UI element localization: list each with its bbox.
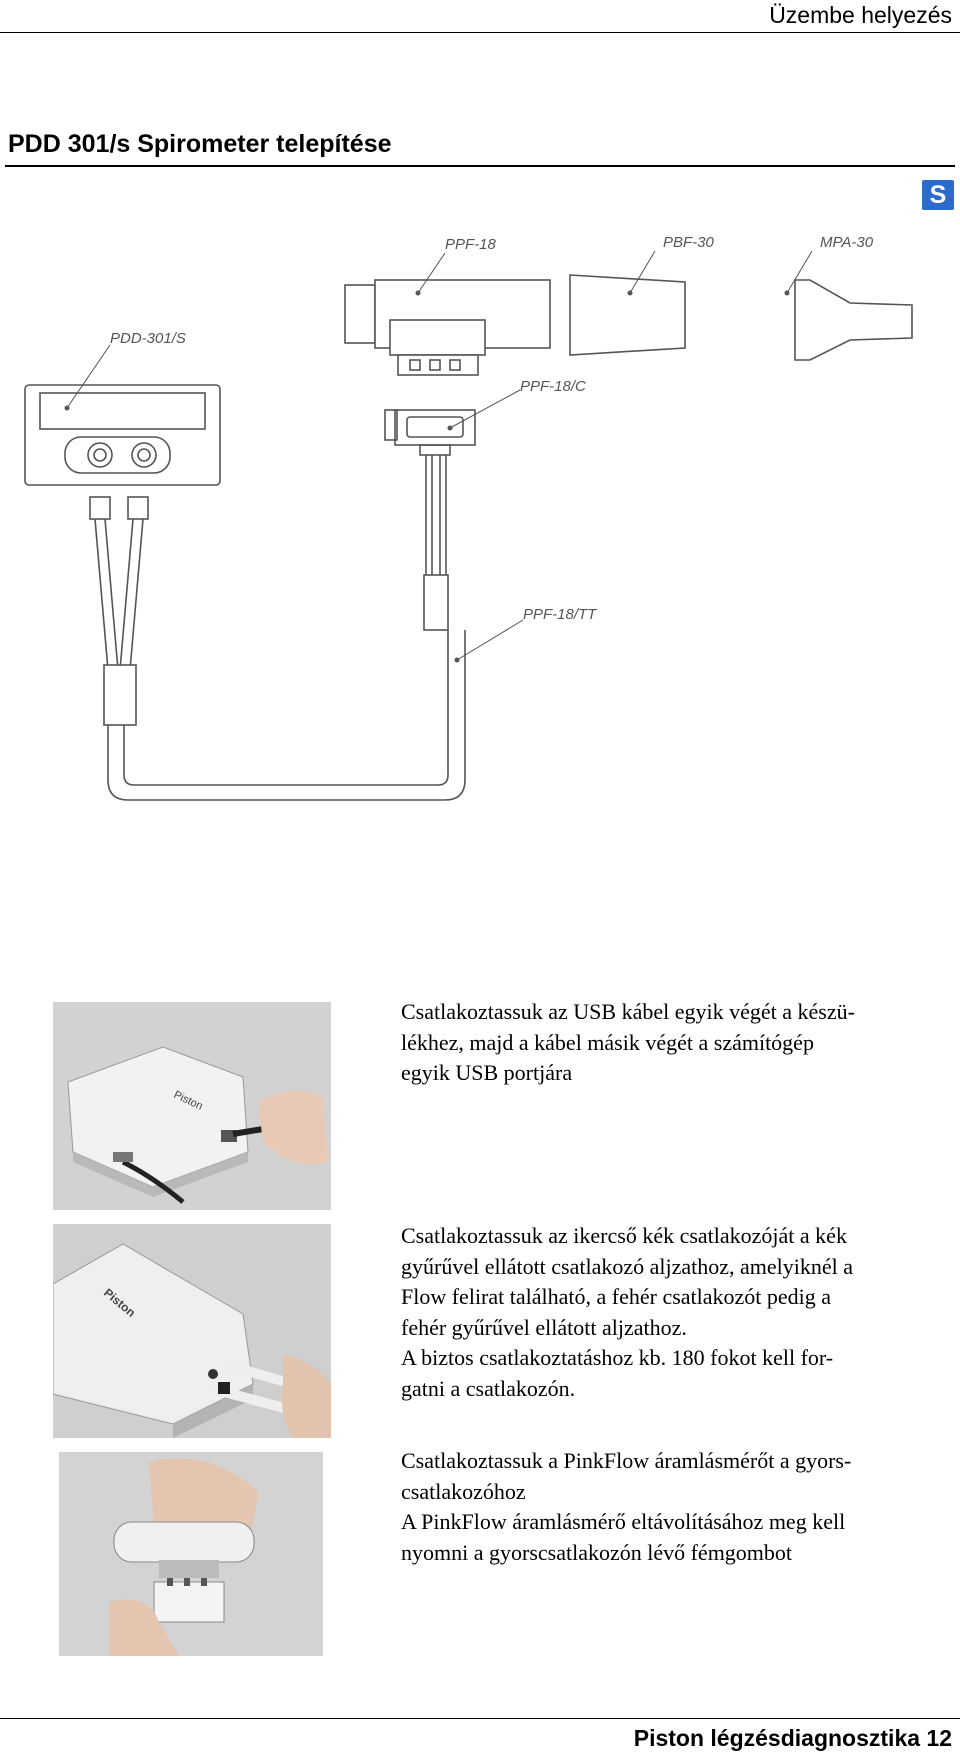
header-rule [0,32,960,33]
footer-rule [0,1718,960,1719]
label-ppf18tt: PPF-18/TT [523,606,597,623]
running-header: Üzembe helyezés [769,2,952,28]
device-logo-2: Piston [101,1285,139,1320]
label-ppf18: PPF-18 [445,236,496,253]
photo-pinkflow-connector [59,1452,323,1656]
ppf18c-connector [385,410,475,455]
ppf18-flow-sensor [345,280,550,375]
step-1-paragraph: Csatlakoztassuk az USB kábel egyik végét a készü- lékhez, majd a kábel másik végét a számítógép egyik USB portjára [401,999,855,1085]
assembly-diagram [0,235,960,935]
label-pbf30: PBF-30 [663,235,714,251]
photo-tube-connection [53,1224,331,1438]
section-title: PDD 301/s Spirometer telepítése [8,130,392,158]
photo-usb-connection [53,1002,331,1210]
step-1-text [401,997,956,1089]
step-2-text [401,1221,956,1404]
pdd301s-device [25,385,220,485]
title-rule [5,165,955,167]
step-3-paragraph: Csatlakoztassuk a PinkFlow áramlásmérőt a gyors- csatlakozóhoz A PinkFlow áramlásmérő eltávolításához meg kell nyomni a gyorscsatlakozón lévő fémgombot [401,1448,852,1565]
step-3-text [401,1446,956,1568]
mpa30-mouthpiece [795,280,912,360]
label-ppf18c: PPF-18/C [520,378,586,395]
pbf30-filter [570,275,685,355]
label-pdd301s: PDD-301/S [110,330,186,347]
page-footer: Piston légzésdiagnosztika 12 [633,1725,952,1751]
section-badge: S [922,180,954,210]
device-logo: Piston [171,1088,205,1113]
label-mpa30: MPA-30 [820,235,874,251]
step-2-paragraph: Csatlakoztassuk az ikercső kék csatlakozóját a kék gyűrűvel ellátott csatlakozó aljzathoz, amelyiknél a Flow felirat található, a fehér csatlakozót pedig a fehér gyűrűvel ellátott aljzathoz. A biztos csatlakoztatáshoz kb. 180 fokot kell for- gatni a csatlakozón. [401,1223,854,1401]
